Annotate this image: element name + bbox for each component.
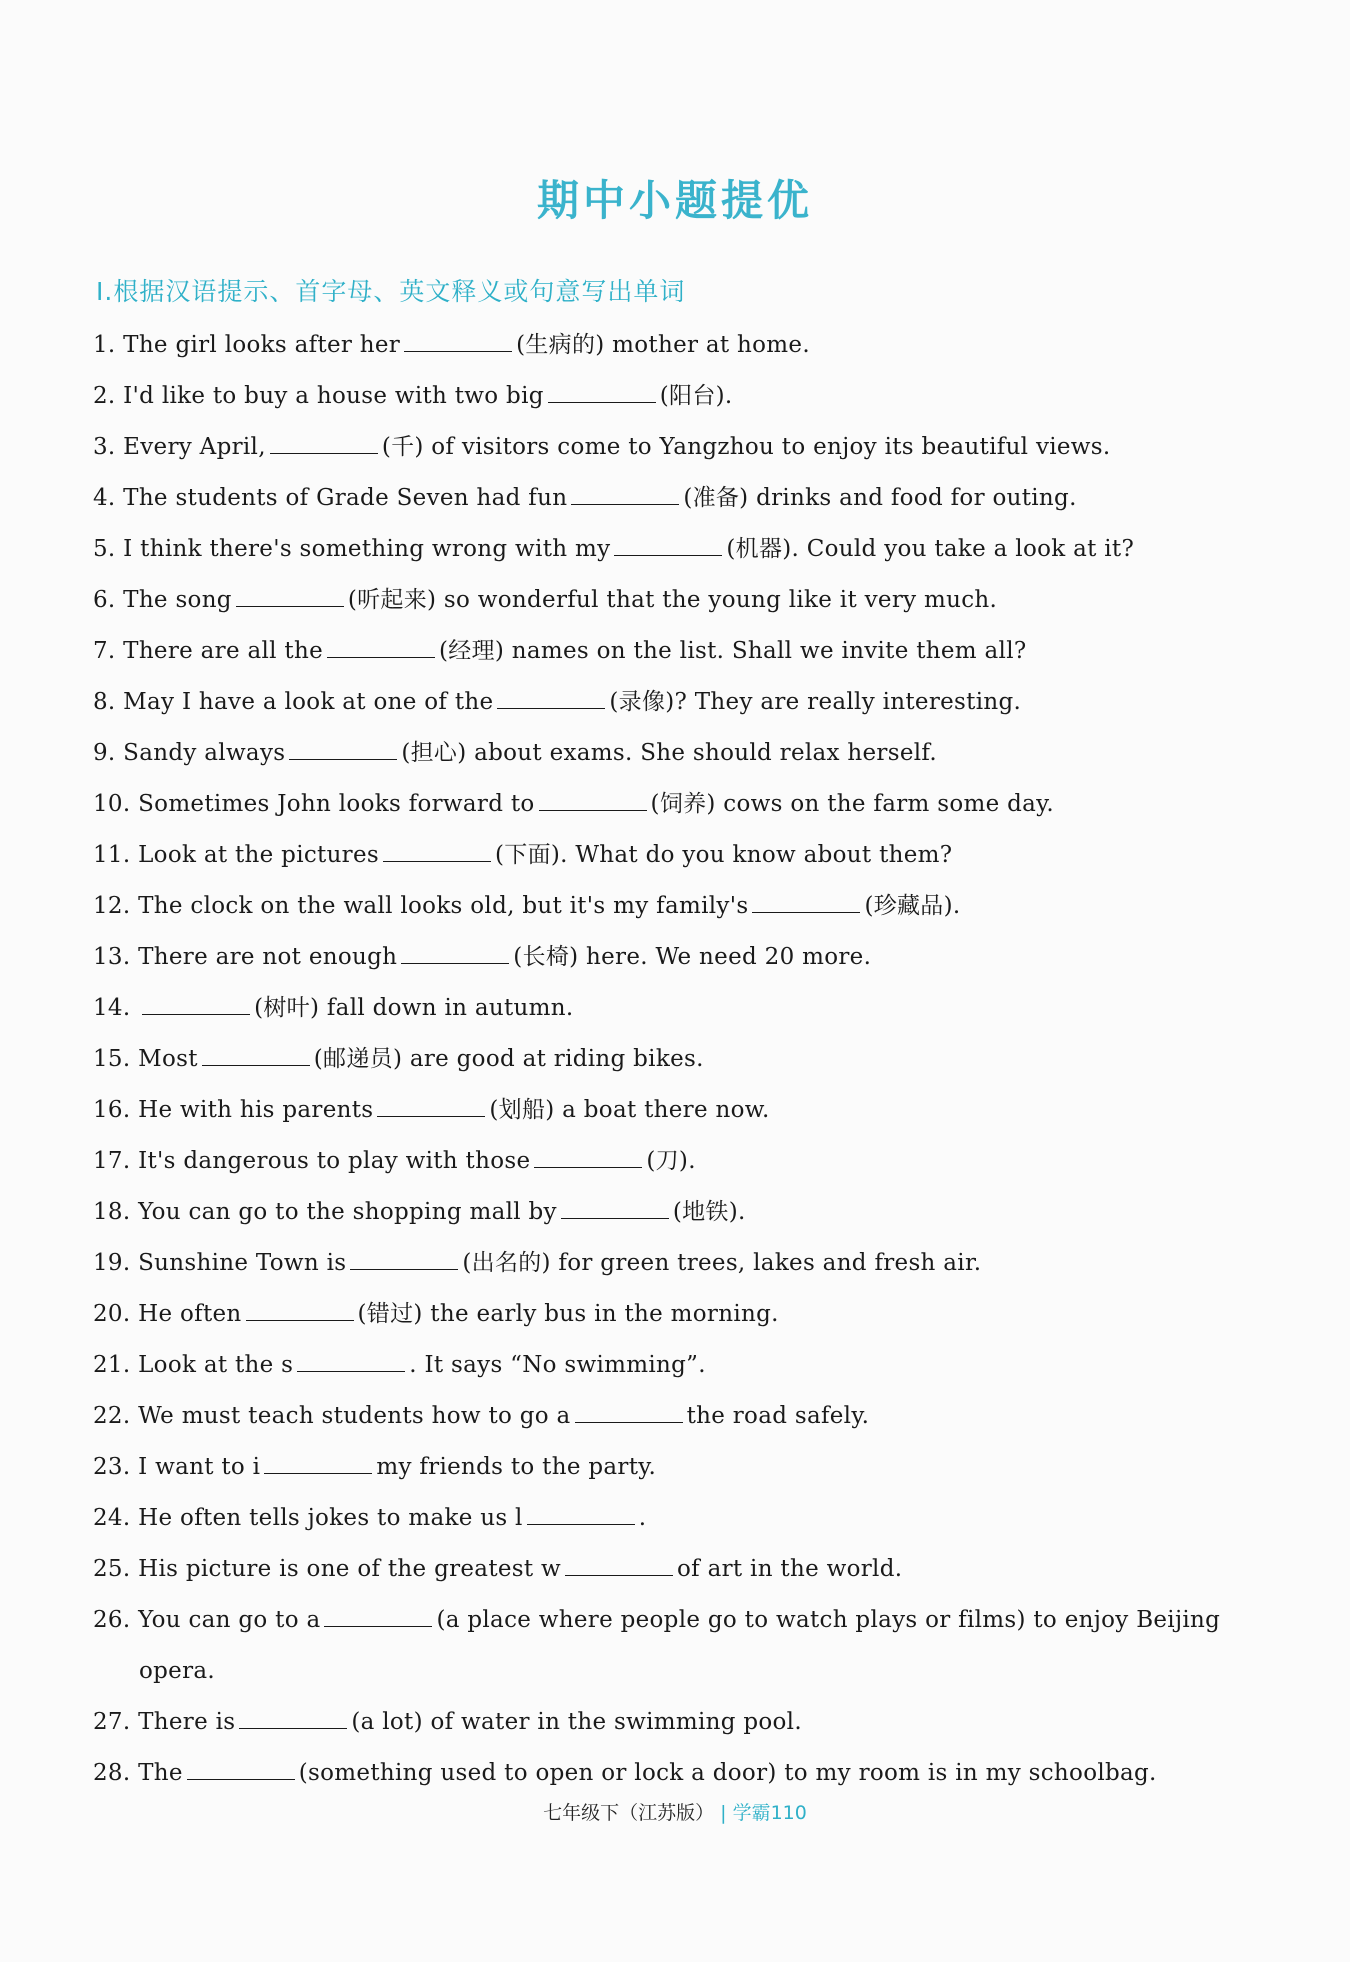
question-25: 25. His picture is one of the greatest w of art in the world.	[93, 1544, 1293, 1595]
question-26-continuation: opera.	[139, 1658, 215, 1684]
question-6: 6. The song (听起来) so wonderful that the young like it very much.	[93, 575, 1293, 626]
question-17: 17. It's dangerous to play with those (刀).	[93, 1136, 1293, 1187]
footer-separator: |	[720, 1802, 727, 1824]
answer-blank[interactable]	[270, 431, 378, 454]
answer-blank[interactable]	[401, 941, 509, 964]
page-footer	[0, 1798, 1350, 1825]
answer-blank[interactable]	[571, 482, 679, 505]
question-10: 10. Sometimes John looks forward to (饲养) cows on the farm some day.	[93, 779, 1293, 830]
answer-blank[interactable]	[548, 380, 656, 403]
answer-blank[interactable]	[289, 737, 397, 760]
answer-blank[interactable]	[239, 1706, 347, 1729]
answer-blank[interactable]	[187, 1757, 295, 1780]
answer-blank[interactable]	[534, 1145, 642, 1168]
answer-blank[interactable]	[246, 1298, 354, 1321]
answer-blank[interactable]	[264, 1451, 372, 1474]
question-12: 12. The clock on the wall looks old, but it's my family's (珍藏品).	[93, 881, 1293, 932]
answer-blank[interactable]	[142, 992, 250, 1015]
question-18: 18. You can go to the shopping mall by (地铁).	[93, 1187, 1293, 1238]
footer-brand: 学霸	[732, 1802, 771, 1824]
question-1: 1. The girl looks after her (生病的) mother at home.	[93, 320, 1293, 371]
answer-blank[interactable]	[527, 1502, 635, 1525]
answer-blank[interactable]	[539, 788, 647, 811]
question-5: 5. I think there's something wrong with my (机器). Could you take a look at it?	[93, 524, 1293, 575]
question-24: 24. He often tells jokes to make us l .	[93, 1493, 1293, 1544]
answer-blank[interactable]	[752, 890, 860, 913]
question-7: 7. There are all the (经理) names on the list. Shall we invite them all?	[93, 626, 1293, 677]
footer-grade: 七年级下（江苏版）	[543, 1802, 715, 1824]
answer-blank[interactable]	[350, 1247, 458, 1270]
answer-blank[interactable]	[497, 686, 605, 709]
question-20: 20. He often (错过) the early bus in the morning.	[93, 1289, 1293, 1340]
answer-blank[interactable]	[377, 1094, 485, 1117]
question-22: 22. We must teach students how to go a the road safely.	[93, 1391, 1293, 1442]
question-27: 27. There is (a lot) of water in the swimming pool.	[93, 1697, 1293, 1748]
question-8: 8. May I have a look at one of the (录像)? They are really interesting.	[93, 677, 1293, 728]
question-list	[93, 320, 1293, 1799]
question-23: 23. I want to i my friends to the party.	[93, 1442, 1293, 1493]
footer-page-number: 110	[770, 1802, 807, 1824]
question-28: 28. The (something used to open or lock a door) to my room is in my schoolbag.	[93, 1748, 1293, 1799]
question-21: 21. Look at the s . It says “No swimming”.	[93, 1340, 1293, 1391]
answer-blank[interactable]	[327, 635, 435, 658]
question-26: 26. You can go to a (a place where people go to watch plays or films) to enjoy Beijing	[93, 1595, 1293, 1646]
question-19: 19. Sunshine Town is (出名的) for green trees, lakes and fresh air.	[93, 1238, 1293, 1289]
answer-blank[interactable]	[383, 839, 491, 862]
answer-blank[interactable]	[614, 533, 722, 556]
question-4: 4. The students of Grade Seven had fun (准备) drinks and food for outing.	[93, 473, 1293, 524]
answer-blank[interactable]	[202, 1043, 310, 1066]
question-15: 15. Most (邮递员) are good at riding bikes.	[93, 1034, 1293, 1085]
question-11: 11. Look at the pictures (下面). What do you know about them?	[93, 830, 1293, 881]
answer-blank[interactable]	[297, 1349, 405, 1372]
section-heading: Ⅰ.根据汉语提示、首字母、英文释义或句意写出单词	[96, 277, 686, 306]
answer-blank[interactable]	[561, 1196, 669, 1219]
question-16: 16. He with his parents (划船) a boat there now.	[93, 1085, 1293, 1136]
answer-blank[interactable]	[236, 584, 344, 607]
answer-blank[interactable]	[404, 329, 512, 352]
question-14: 14. (树叶) fall down in autumn.	[93, 983, 1293, 1034]
question-13: 13. There are not enough (长椅) here. We need 20 more.	[93, 932, 1293, 983]
question-9: 9. Sandy always (担心) about exams. She should relax herself.	[93, 728, 1293, 779]
answer-blank[interactable]	[575, 1400, 683, 1423]
answer-blank[interactable]	[565, 1553, 673, 1576]
question-3: 3. Every April, (千) of visitors come to Yangzhou to enjoy its beautiful views.	[93, 422, 1293, 473]
question-2: 2. I'd like to buy a house with two big (阳台).	[93, 371, 1293, 422]
page-title: 期中小题提优	[536, 176, 813, 225]
answer-blank[interactable]	[324, 1604, 432, 1627]
